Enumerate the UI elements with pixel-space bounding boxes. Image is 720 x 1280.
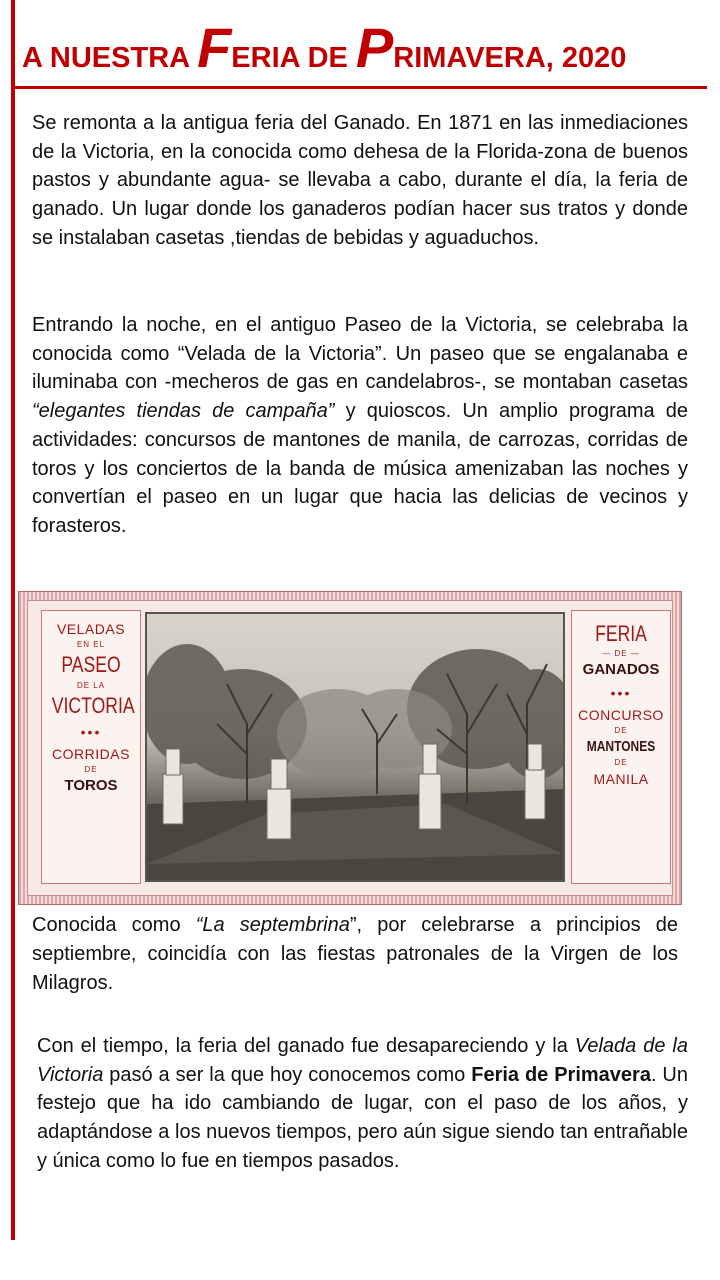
paragraph-septembrina-italic: “La septembrina xyxy=(195,914,350,936)
right-panel-line: CONCURSO xyxy=(578,706,664,723)
paragraph-feria-text-3: . Un festejo que ha ido cambiando de lugar, con el paso de los años, y adaptándose a los nuevos tiempos, pero aún sigue siendo tan entrañable y única como lo fue en tiempos pasados. xyxy=(37,1063,688,1172)
left-panel-line: EN EL xyxy=(76,640,106,650)
right-panel-dots: ••• xyxy=(610,684,632,701)
paragraph-feria-bold: Feria de Primavera xyxy=(471,1063,651,1086)
paragraph-septembrina xyxy=(32,911,678,998)
left-panel-line: DE xyxy=(84,765,98,775)
left-panel-line: VICTORIA xyxy=(51,692,135,718)
title-part-2: ERIA DE xyxy=(231,42,356,74)
left-panel-line: TOROS xyxy=(64,777,118,795)
right-panel-line: GANADOS xyxy=(582,661,660,679)
paragraph-septembrina-text-1: Conocida como xyxy=(32,914,196,936)
left-panel-line: CORRIDAS xyxy=(52,746,130,763)
left-panel-line: DE LA xyxy=(76,680,106,690)
promenade-photo-drawing xyxy=(147,614,563,880)
right-panel-line: FERIA xyxy=(595,621,647,646)
paragraph-velada xyxy=(32,311,688,541)
paragraph-velada-italic: “elegantes tiendas de campaña” xyxy=(32,400,335,423)
title-initial-p: P xyxy=(355,16,394,79)
left-panel-line: VELADAS xyxy=(56,621,126,637)
paragraph-origins: Se remonta a la antigua feria del Ganado. En 1871 en las inmediaciones de la Victoria, en la conocida como dehesa de la Florida-zona de buenos pastos y abundante agua- se llevaba a cabo, durante el día, la feria de ganado. Un lugar donde los ganaderos podían hacer sus tratos y donde se instalaban casetas ,tiendas de bebidas y aguaduchos. xyxy=(32,112,688,249)
paragraph-feria-text-1: Con el tiempo, la feria del ganado fue desapareciendo y la xyxy=(37,1035,575,1057)
postcard-right-panel xyxy=(571,610,671,884)
left-accent-rule xyxy=(11,0,15,1240)
paragraph-feria-text-2: pasó a ser la que hoy conocemos como xyxy=(103,1063,472,1086)
page-title xyxy=(22,18,712,88)
left-panel-dots: ••• xyxy=(80,724,102,741)
historic-promenade-photo xyxy=(145,612,565,882)
title-underline-rule xyxy=(11,86,707,89)
right-panel-line: DE xyxy=(614,725,628,735)
title-part-3: RIMAVERA, 2020 xyxy=(393,42,627,74)
paragraph-velada-text-2: y quioscos. Un amplio programa de actividades: concursos de mantones de manila, de carrozas, corridas de toros y los conciertos de la banda de música amenizaban las noches y convertían el paseo en un lugar que hacia las delicias de vecinos y forasteros. xyxy=(32,400,689,537)
vintage-postcard-illustration xyxy=(18,591,682,905)
title-part-1: A NUESTRA xyxy=(22,42,198,74)
right-panel-line: DE xyxy=(614,758,628,768)
right-panel-line: MANTONES xyxy=(586,738,656,756)
left-panel-line: PASEO xyxy=(61,652,121,678)
title-initial-f: F xyxy=(197,16,232,79)
right-panel-line: — DE — xyxy=(602,649,640,659)
paragraph-feria-italic: Velada de la Victoria xyxy=(37,1035,688,1086)
right-panel-line: MANILA xyxy=(593,770,649,787)
postcard-left-panel xyxy=(41,610,141,884)
paragraph-septembrina-text-2: ”, por celebrarse a principios de septiembre, coincidía con las fiestas patronales de la Virgen de los Milagros. xyxy=(32,914,678,994)
paragraph-velada-text-1: Entrando la noche, en el antiguo Paseo de la Victoria, se celebraba la conocida como “Velada de la Victoria”. Un paseo que se engalanaba e iluminaba con -mecheros de gas en candelabros-, se montaban casetas xyxy=(32,314,688,394)
paragraph-feria-primavera xyxy=(37,1032,688,1176)
